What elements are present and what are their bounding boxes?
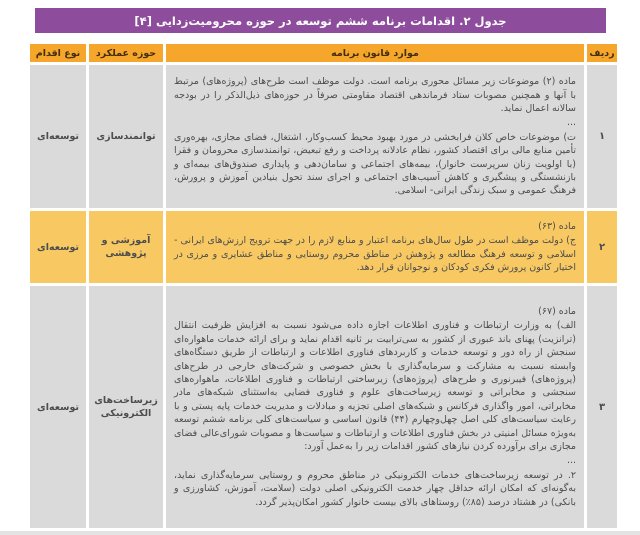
row-number-cell: ۳: [587, 286, 617, 528]
table-title-bar: [35, 8, 606, 33]
performance-area-cell: توانمندسازی: [89, 65, 163, 208]
law-text-cell: [166, 211, 584, 283]
header-performance-area: حوزه عملکرد: [89, 44, 163, 62]
law-paragraph: ج) دولت موظف است در طول سال‌های برنامه اعتبار و منابع لازم را در جهت ترویج ارزش‌های ایرانی - اسلامی و توسعه فرهنگ مطالعه و پژوهش در مناطق محروم روستایی و مناطق عشایری و مرزی در اختیار کانون پرورش فکری کودکان و نوجوانان قرار دهد.: [174, 235, 576, 273]
performance-area-cell: آموزشی و پژوهشی: [89, 211, 163, 283]
law-text-cell: [166, 65, 584, 208]
ellipsis-line: ...: [566, 117, 576, 129]
header-law-items: موارد قانون برنامه: [166, 44, 584, 62]
law-paragraph: الف) به وزارت ارتباطات و فناوری اطلاعات اجازه داده می‌شود نسبت به افزایش ظرفیت انتقال (ترانزیت) پهنای باند عبوری از کشور به سی‌ترابیت بر ثانیه اقدام نماید و برای ارائه خدمات ماهواره‌ای سنجش از راه دور و توسعه خدمات و کاربردهای فناوری اطلاعات و ارتباطات از طریق دستگاه‌های وابسته نسبت به مشارکت و سرمایه‌گذاری با بخش خصوصی و شرکت‌های خارجی در طرح‌های (پروژه‌های) فیبرنوری و طرح‌های (پروژه‌های) زیرساختی ارتباطات و فناوری اطلاعات، ماهواره‌های سنجشی و مخابراتی و توسعه زیرساخت‌های علوم و فناوری فضایی به‌استثنای شبکه‌های مادر مخابراتی، امور واگذاری فرکانس و شبکه‌های اصلی تجزیه و مبادلات و مدیریت خدمات پایه پستی و با رعایت سیاست‌های کلی اصل چهل‌وچهارم (۴۴) قانون اساسی و سیاست‌های کلی برنامه ششم توسعه به‌ویژه مسائل امنیتی در بخش فناوری اطلاعات و ارتباطات و سیاست‌ها و مصوبات شورای‌عالی فضای مجازی برای برآورده کردن نیازهای کشور اقدامات زیر را به‌عمل آورد:: [174, 320, 576, 453]
header-row-number: ردیف: [587, 44, 617, 62]
action-type-cell: توسعه‌ای: [30, 65, 86, 208]
ellipsis-line: ...: [566, 455, 576, 467]
law-paragraph: ۲. در توسعه زیرساخت‌های خدمات الکترونیکی در مناطق محروم و روستایی سرمایه‌گذاری نماید، به‌گونه‌ای که امکان ارائه حداقل چهار خدمت الکترونیکی اصلی دولت (سلامت، آموزش، کشاورزی و بانکی) در هشتاد درصد (۸۵٪) روستاهای بالای بیست خانوار کشور امکان‌پذیر گردد.: [174, 469, 576, 508]
deprivation-actions-table: [30, 44, 617, 528]
page-edge-strip: [0, 531, 640, 535]
header-action-type: نوع اقدام: [30, 44, 86, 62]
law-paragraph: ماده (۲) موضوعات زیر مسائل محوری برنامه است. دولت موظف است طرح‌های (پروژه‌های) مرتبط با آنها و همچنین مصوبات ستاد فرماندهی اقتصاد مقاومتی صرفاً در حوزه‌های ذیل‌الذکر را در بودجه سالانه اعمال نماید.: [174, 76, 577, 114]
law-paragraph: ت) موضوعات خاص کلان فرابخشی در مورد بهبود محیط کسب‌وکار، اشتغال، فضای مجازی، بهره‌وری تأمین منابع مالی برای اقتصاد کشور، نظام عادلانه پرداخت و رفع تبعیض، توانمندسازی محرومان و فقرا (با اولویت زنان سرپرست خانوار)، بیمه‌های اجتماعی و سامان‌دهی و پایداری صندوق‌های بیمه‌ای و بازنشستگی و پیشگیری و کاهش آسیب‌های اجتماعی و اجرای سند تحول بنیادین آموزش و پرورش، فرهنگ عمومی و سبک زندگی ایرانی- اسلامی.: [174, 131, 576, 197]
action-type-cell: توسعه‌ای: [30, 211, 86, 283]
table-title: جدول ۲. اقدامات برنامه ششم توسعه در حوزه محرومیت‌زدایی [۴]: [134, 13, 507, 28]
article-number-line: ماده (۶۳): [538, 220, 576, 232]
article-number-line: ماده (۶۷): [538, 305, 576, 317]
row-number-cell: ۱: [587, 65, 617, 208]
action-type-cell: توسعه‌ای: [30, 286, 86, 528]
performance-area-cell: زیرساخت‌های الکترونیکی: [89, 286, 163, 528]
row-number-cell: ۲: [587, 211, 617, 283]
law-text-cell: [166, 286, 584, 528]
